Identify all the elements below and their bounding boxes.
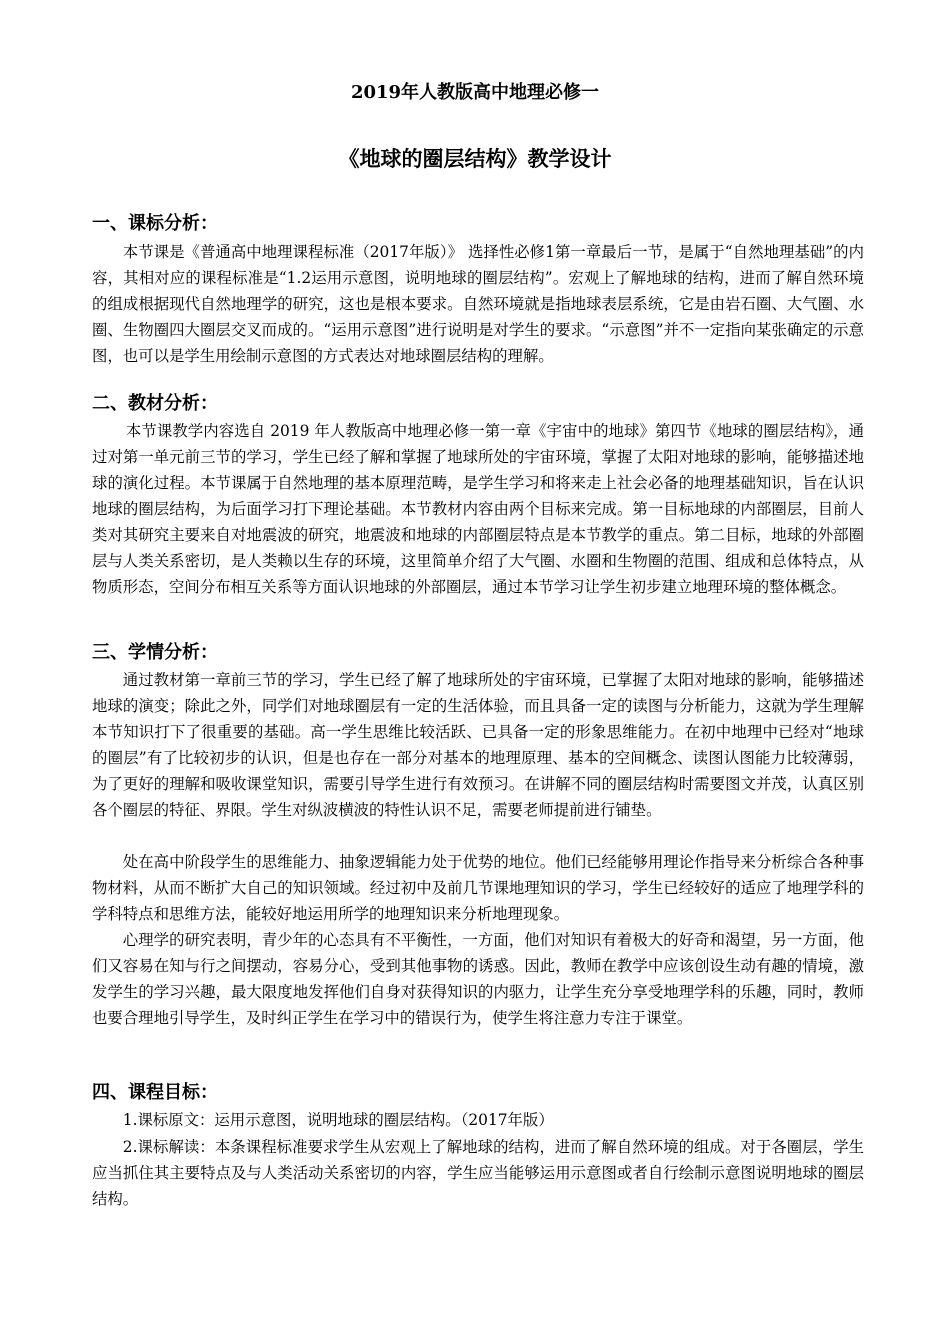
section-heading-curriculum-analysis: 一、课标分析：: [92, 213, 218, 234]
section-paragraph: 2.课标解读：本条课程标准要求学生从宏观上了解地球的结构，进而了解自然环境的组成。对于各圈层，学生应当抓住其主要特点及与人类活动关系密切的内容，学生应当能够运用示意图或者自行绘制示意图说明地球的圈层结构。: [92, 1138, 864, 1208]
section-paragraph: 心理学的研究表明，青少年的心态具有不平衡性，一方面，他们对知识有着极大的好奇和渴望，另一方面，他们又容易在知与行之间摆动，容易分心，受到其他事物的诱惑。因此，教师在教学中应该创设生动有趣的情境，激发学生的学习兴趣，最大限度地发挥他们自身对获得知识的内驱力，让学生充分享受地理学科的乐趣，同时，教师也要合理地引导学生，及时纠正学生在学习中的错误行为，使学生将注意力专注于课堂。: [92, 931, 864, 1027]
section-paragraph: 本节课是《普通高中地理课程标准（2017年版）》 选择性必修1第一章最后一节，是属于“自然地理基础”的内容，其相对应的课程标准是“1.2运用示意图，说明地球的圈层结构”。宏观上了解地球的结构，进而了解自然环境的组成根据现代自然地理学的研究，这也是根本要求。自然环境就是指地球表层系统，它是由岩石圈、大气圈、水圈、生物圈四大圈层交叉而成的。“运用示意图”进行说明是对学生的要求。“示意图”并不一定指向某张确定的示意图，也可以是学生用绘制示意图的方式表达对地球圈层结构的理解。: [92, 243, 864, 365]
section-paragraph: 本节课教学内容选自 2019 年人教版高中地理必修一第一章《宇宙中的地球》第四节《地球的圈层结构》，通过对第一单元前三节的学习，学生已经了解和掌握了地球所处的宇宙环境，掌握了太阳对地球的影响，能够描述地球的演化过程。本节课属于自然地理的基本原理范畴，是学生学习和将来走上社会必备的地理基础知识，旨在认识地球的圈层结构，为后面学习打下理论基础。本节教材内容由两个目标来完成。第一目标地球的内部圈层，目前人类对其研究主要来自对地震波的研究，地震波和地球的内部圈层特点是本节教学的重点。第二目标，地球的外部圈层与人类关系密切，是人类赖以生存的环境，这里简单介绍了大气圈、水圈和生物圈的范围、组成和总体特点，从物质形态，空间分布相互关系等方面认识地球的外部圈层，通过本节学习让学生初步建立地理环境的整体概念。: [92, 422, 864, 596]
document-subtitle: 2019年人教版高中地理必修一: [350, 82, 600, 103]
section-heading-student-analysis: 三、学情分析：: [92, 642, 218, 663]
section-heading-textbook-analysis: 二、教材分析：: [92, 393, 218, 414]
section-heading-course-objectives: 四、课程目标：: [92, 1082, 218, 1103]
document-title: 《地球的圈层结构》教学设计: [338, 146, 612, 171]
section-paragraph: 通过教材第一章前三节的学习，学生已经了解了地球所处的宇宙环境，已掌握了太阳对地球的影响，能够描述地球的演变；除此之外，同学们对地球圈层有一定的生活体验，而且具备一定的读图与分析能力，这就为学生理解本节知识打下了很重要的基础。高一学生思维比较活跃、已具备一定的形象思维能力。在初中地理中已经对“地球的圈层”有了比较初步的认识，但是也存在一部分对基本的地理原理、基本的空间概念、读图认图能力比较薄弱，为了更好的理解和吸收课堂知识，需要引导学生进行有效预习。在讲解不同的圈层结构时需要图文并茂，认真区别各个圈层的特征、界限。学生对纵波横波的特性认识不足，需要老师提前进行铺垫。: [92, 671, 864, 819]
section-paragraph: 1.课标原文：运用示意图，说明地球的圈层结构。（2017年版）: [122, 1111, 554, 1129]
section-paragraph: 处在高中阶段学生的思维能力、抽象逻辑能力处于优势的地位。他们已经能够用理论作指导来分析综合各种事物材料，从而不断扩大自己的知识领域。经过初中及前几节课地理知识的学习，学生已经较好的适应了地理学科的学科特点和思维方法，能较好地运用所学的地理知识来分析地理现象。: [92, 853, 864, 923]
